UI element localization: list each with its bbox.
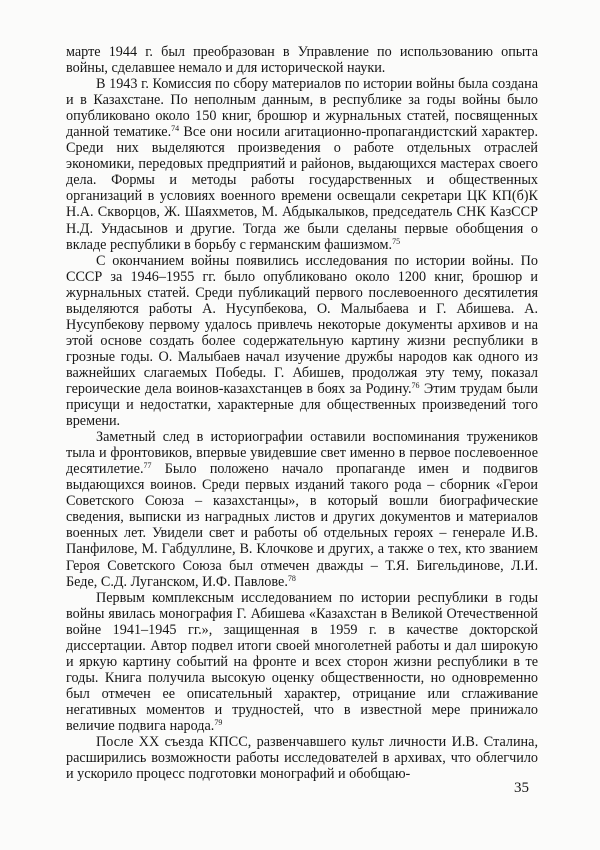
paragraph-5 <box>66 590 538 734</box>
footnote-ref-75: 75 <box>392 236 401 246</box>
paragraph-4-text: Заметный след в историографии оставили воспоминания тружеников тыла и фронтовиков, впервые увидевшие свет именно в первое послевоенное десятилетие. <box>66 429 538 478</box>
page-number: 35 <box>514 780 529 796</box>
paragraph-3-text: С окончанием войны появились исследования по истории войны. По СССР за 1946–1955 гг. было опубликовано около 1200 книг, брошюр и журнальных статей. Среди публикаций первого послевоенного десятилетия выделяются работы А. Нусупбекова, О. Малыбаева и Г. Абишева. А. Нусупбекову первому удалось привлечь некоторые документы архивов и на этой основе создать более содержательную картину жизни республики в грозные годы. О. Малыбаев начал изучение дружбы народов как одного из важнейших слагаемых Победы. Г. Абишев, продолжая эту тему, показал героические дела воинов-казахстанцев в боях за Родину. <box>66 252 538 397</box>
paragraph-2-text: В 1943 г. Комиссия по сбору материалов по истории войны была создана и в Казахстане. По неполным данным, в республике за годы войны было опубликовано около 150 книг, брошюр и журнальных статей, посвященных данной тематике. <box>66 76 538 141</box>
paragraph-1-text: марте 1944 г. был преобразован в Управление по использованию опыта войны, сделавшее немало и для исторической науки. <box>66 44 538 77</box>
paragraph-5-text: Первым комплексным исследованием по истории республики в годы войны явилась монография Г. Абишева «Казахстан в Великой Отечественной войне 1941–1945 гг.», защищенная в 1959 г. в качестве докторской диссертации. Автор подвел итоги своей многолетней работы и дал широкую и яркую картину событий на фронте и всех сторон жизни республики в те годы. Книга получила высокую оценку общественности, но одновременно был отмечен ее описательный характер, отрицание или сглаживание негативных моментов и трудностей, что в известной мере принижало величие подвига народа. <box>66 589 538 734</box>
footnote-ref-76: 76 <box>411 380 420 390</box>
paragraph-3 <box>66 253 538 430</box>
paragraph-4-text-cont: Было положено начало пропаганде имен и подвигов выдающихся воинов. Среди первых изданий такого рода – сборник «Герои Советского Союза – казахстанцы», в который вошли биографические сведения, выписки из наградных листов и других документов и материалов военных лет. Увидели свет и работы об отдельных героях – генерале И.В. Панфилове, М. Габдуллине, В. Клочкове и других, а также о тех, кто званием Героя Советского Союза был отмечен дважды – Т.Я. Бигельдинове, Л.И. Беде, С.Д. Луганском, И.Ф. Павлове. <box>66 461 538 590</box>
footnote-ref-77: 77 <box>143 461 152 471</box>
paragraph-6 <box>66 734 538 782</box>
paragraph-2-text-cont: Все они носили агитационно-пропагандистский характер. Среди них выделяются произведения о работе отдельных отраслей экономики, передовых предприятий и районов, выдающихся мастерах своего дела. Формы и методы работы государственных и общественных организаций в условиях военного времени освещали секретари ЦК КП(б)К Н.А. Скворцов, Ж. Шаяхметов, М. Абдыкалыков, председатель СНК КазССР Н.Д. Ундасынов и другие. Тогда же были сделаны первые обобщения о вкладе республики в борьбу с германским фашизмом. <box>66 124 538 253</box>
paragraph-6-text: После XX съезда КПСС, развенчавшего культ личности И.В. Сталина, расширились возможности работы исследователей в архивах, что облегчило и ускорило процесс подготовки монографий и обобщаю- <box>66 734 538 783</box>
paragraph-3-text-cont: Этим трудам были присущи и недостатки, характерные для общественных произведений того времени. <box>66 380 538 430</box>
paragraph-4 <box>66 429 538 589</box>
footnote-ref-79: 79 <box>214 717 223 727</box>
paragraph-1 <box>66 44 538 76</box>
body-text <box>66 44 538 782</box>
paragraph-2 <box>66 76 538 253</box>
footnote-ref-78: 78 <box>287 573 296 583</box>
footnote-ref-74: 74 <box>171 124 180 134</box>
